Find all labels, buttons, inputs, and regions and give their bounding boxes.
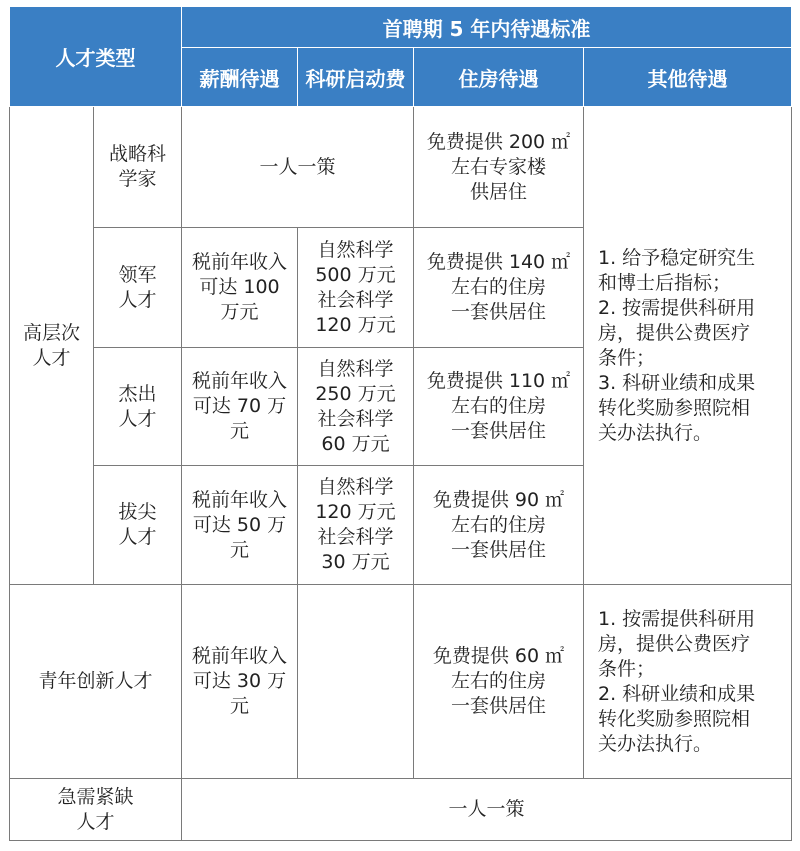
youth-other-benefits: 1. 按需提供科研用 房，提供公费医疗 条件； 2. 科研业绩和成果 转化奖励参照院相 关办法执行。 [584,585,792,779]
urgent-talent-policy: 一人一策 [182,779,792,841]
housing-header: 住房待遇 [414,48,584,107]
urgent-talent-row [10,779,792,841]
salary-header: 薪酬待遇 [182,48,298,107]
leading-talent-name: 领军 人才 [94,228,182,348]
strategic-salary-research: 一人一策 [182,107,414,228]
research-fund-header: 科研启动费 [298,48,414,107]
youth-talent-name: 青年创新人才 [10,585,182,779]
top-research-fund: 自然科学 120 万元 社会科学 30 万元 [298,466,414,585]
outstanding-housing: 免费提供 110 ㎡ 左右的住房 一套供居住 [414,348,584,466]
top-talent-name: 拔尖 人才 [94,466,182,585]
strategic-scientist-row [10,107,792,228]
outstanding-salary: 税前年收入 可达 70 万 元 [182,348,298,466]
header-row-1 [10,7,792,48]
benefit-standard-header: 首聘期 5 年内待遇标准 [182,7,792,48]
youth-housing: 免费提供 60 ㎡ 左右的住房 一套供居住 [414,585,584,779]
strategic-housing: 免费提供 200 ㎡ 左右专家楼 供居住 [414,107,584,228]
urgent-talent-name: 急需紧缺 人才 [10,779,182,841]
youth-salary: 税前年收入 可达 30 万 元 [182,585,298,779]
outstanding-talent-name: 杰出 人才 [94,348,182,466]
leading-research-fund: 自然科学 500 万元 社会科学 120 万元 [298,228,414,348]
high-level-other-benefits: 1. 给予稳定研究生 和博士后指标； 2. 按需提供科研用 房，提供公费医疗 条件； 3. 科研业绩和成果 转化奖励参照院相 关办法执行。 [584,107,792,585]
other-benefits-header: 其他待遇 [584,48,792,107]
youth-talent-row [10,585,792,779]
talent-benefits-table [9,6,792,841]
outstanding-research-fund: 自然科学 250 万元 社会科学 60 万元 [298,348,414,466]
top-salary: 税前年收入 可达 50 万 元 [182,466,298,585]
leading-housing: 免费提供 140 ㎡ 左右的住房 一套供居住 [414,228,584,348]
talent-type-header: 人才类型 [10,7,182,107]
high-level-talent-label: 高层次 人才 [10,107,94,585]
youth-research-fund [298,585,414,779]
leading-salary: 税前年收入 可达 100 万元 [182,228,298,348]
strategic-scientist-name: 战略科 学家 [94,107,182,228]
top-housing: 免费提供 90 ㎡ 左右的住房 一套供居住 [414,466,584,585]
